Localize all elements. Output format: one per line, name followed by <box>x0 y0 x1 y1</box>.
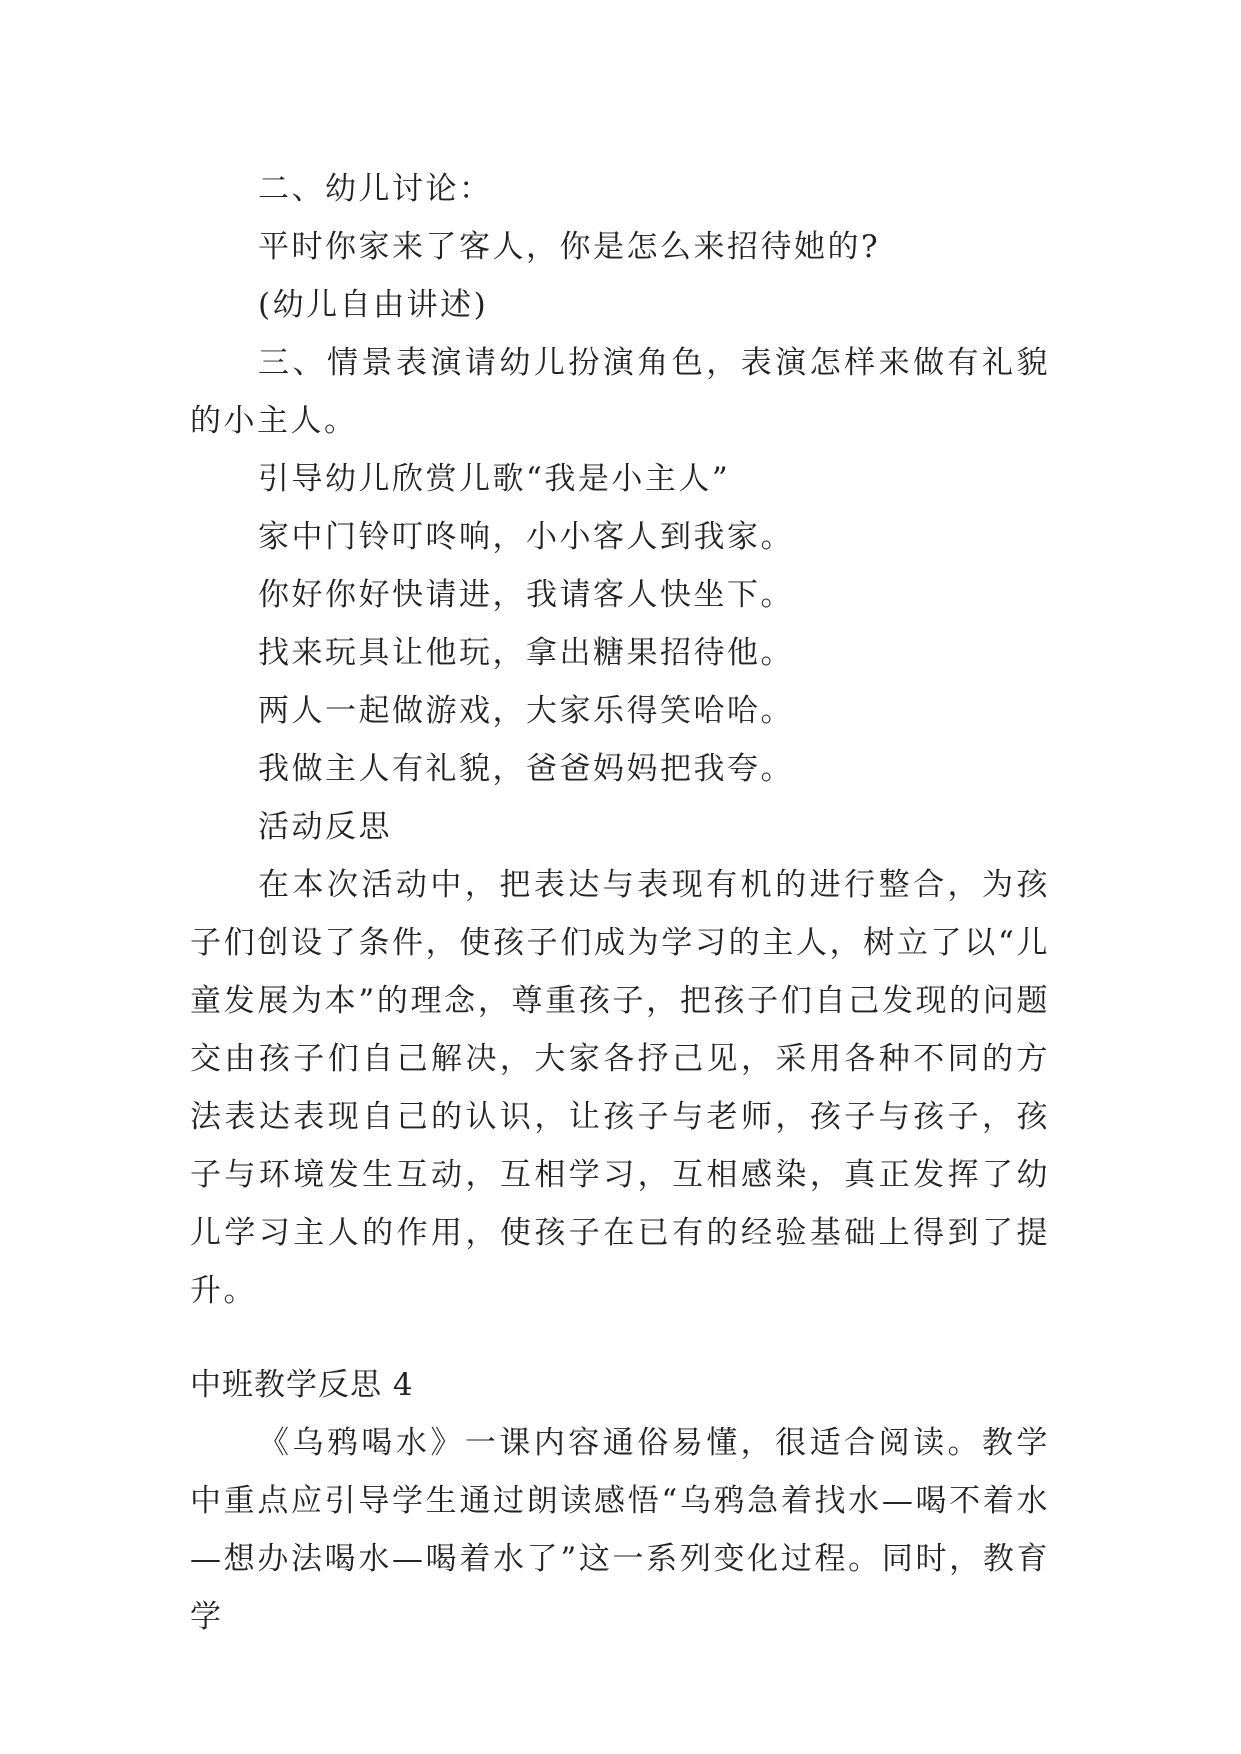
song-line-1: 家中门铃叮咚响，小小客人到我家。 <box>258 519 794 555</box>
song-line-3: 找来玩具让他玩，拿出糖果招待他。 <box>258 635 794 671</box>
paragraph-question: 平时你家来了客人，你是怎么来招待她的? <box>258 229 881 265</box>
song-line-4: 两人一起做游戏，大家乐得笑哈哈。 <box>258 693 794 729</box>
section-title: 中班教学反思 4 <box>190 1367 414 1403</box>
section-paragraph: 《乌鸦喝水》一课内容通俗易懂，很适合阅读。教学中重点应引导学生通过朗读感悟“乌鸦急着找水—喝不着水—想办法喝水—喝着水了”这一系列变化过程。同时，教育学 <box>190 1425 1050 1635</box>
paragraph-discussion-heading: 二、幼儿讨论： <box>258 171 493 207</box>
paragraph-reflection-heading: 活动反思 <box>258 809 392 845</box>
paragraph-role-play: 三、情景表演请幼儿扮演角色，表演怎样来做有礼貌的小主人。 <box>190 345 1050 439</box>
song-line-2: 你好你好快请进，我请客人快坐下。 <box>258 577 794 613</box>
document-page <box>190 160 1050 1646</box>
paragraph-free-talk: (幼儿自由讲述) <box>258 287 489 323</box>
paragraph-song-intro: 引导幼儿欣赏儿歌“我是小主人” <box>258 461 731 497</box>
paragraph-reflection-body: 在本次活动中，把表达与表现有机的进行整合，为孩子们创设了条件，使孩子们成为学习的主人，树立了以“儿童发展为本”的理念，尊重孩子，把孩子们自己发现的问题交由孩子们自己解决，大家各抒己见，采用各种不同的方法表达表现自己的认识，让孩子与老师，孩子与孩子，孩子与环境发生互动，互相学习，互相感染，真正发挥了幼儿学习主人的作用，使孩子在已有的经验基础上得到了提升。 <box>190 867 1050 1309</box>
song-line-5: 我做主人有礼貌，爸爸妈妈把我夸。 <box>258 751 794 787</box>
